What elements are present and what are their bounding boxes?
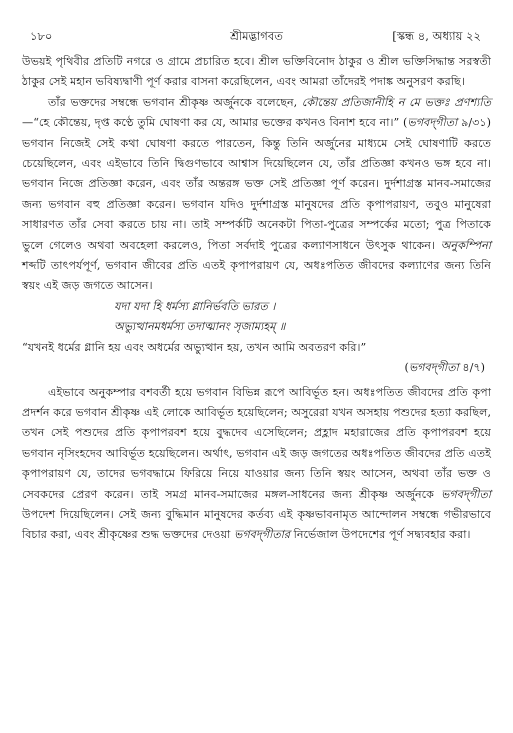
page-body bbox=[22, 52, 491, 546]
chapter-reference: [স্কন্ধ ৪, অধ্যায় ২২ bbox=[392, 29, 481, 43]
book-title: শ্রীমদ্ভাগবত bbox=[230, 29, 283, 43]
verse-line-2: অভ্যুত্থানমধর্মস্য তদাত্মানং সৃজাম্যহম্‌ ॥ bbox=[114, 320, 286, 334]
page-header bbox=[22, 28, 491, 46]
page-number: ১৮০ bbox=[30, 29, 53, 43]
verse-translation: “যখনই ধর্মের গ্লানি হয় এবং অধর্মের অভ্যুত্থান হয়, তখন আমি অবতরণ করি।” bbox=[22, 340, 367, 354]
paragraph-2: তাঁর ভক্তদের সম্বন্ধে ভগবান শ্রীকৃষ্ণ অর্জুনকে বলেছেন, কৌন্তেয় প্রতিজানীহি ন মে ভক্তঃ প্রণশ্যতি—“হে কৌন্তেয়, দৃপ্ত কণ্ঠে তুমি ঘোষণা কর যে, আমার ভক্তের কখনও বিনাশ হবে না।” (ভগবদ্‌গীতা ৯/৩১) ভগবান নিজেই সেই কথা ঘোষণা করতে পারতেন, কিন্তু তিনি অর্জুনের মাধ্যমে সেই ঘোষণাটি করতে চেয়েছিলেন, এবং এইভাবে তিনি দ্বিগুণভাবে আশ্বাস দিয়েছিলেন যে, তাঁর প্রতিজ্ঞা কখনও ভঙ্গ হবে না। ভগবান নিজে প্রতিজ্ঞা করেন, এবং তাঁর অন্তরঙ্গ ভক্ত সেই প্রতিজ্ঞা পূর্ণ করেন। দুর্দশাগ্রস্ত মানব-সমাজের জন্য ভগবান বহু প্রতিজ্ঞা করেন। ভগবান যদিও দুর্দশাগ্রস্ত মানুষদের প্রতি কৃপাপরায়ণ, তবুও মানুষেরা সাধারণত তাঁর সেবা করতে চায় না। তাই সম্পর্কটি অনেকটা পিতা-পুত্রের সম্পর্কের মতো; পুত্র পিতাকে ভুলে গেলেও অথবা অবহেলা করলেও, পিতা সর্বদাই পুত্রের কল্যাণসাধনে উৎসুক থাকেন। অনুকম্পিনা শব্দটি তাৎপর্যপূর্ণ, ভগবান জীবের প্রতি এতই কৃপাপরায়ণ যে, অধঃপতিত জীবদের কল্যাণের জন্য তিনি স্বয়ং এই জড় জগতে আসেন। bbox=[22, 95, 491, 293]
paragraph-1: উভয়ই পৃথিবীর প্রতিটি নগরে ও গ্রামে প্রচারিত হবে। শ্রীল ভক্তিবিনোদ ঠাকুর ও শ্রীল ভক্তিসিদ্ধান্ত সরস্বতী ঠাকুর সেই মহান ভবিষ্যদ্বাণী পূর্ণ করার বাসনা করেছিলেন, এবং আমরা তাঁদেরই পদাঙ্ক অনুসরণ করছি। bbox=[22, 55, 491, 89]
verse-source: (ভগবদ্‌গীতা ৪/৭) bbox=[404, 361, 485, 375]
verse-line-1: যদা যদা হি ধর্মস্য গ্লানির্ভবতি ভারত । bbox=[114, 299, 276, 313]
paragraph-3: এইভাবে অনুকম্পার বশবর্তী হয়ে ভগবান বিভিন্ন রূপে আবির্ভূত হন। অধঃপতিত জীবদের প্রতি কৃপা প্রদর্শন করে ভগবান শ্রীকৃষ্ণ এই লোকে আবির্ভূত হয়েছিলেন; অসুরেরা যখন অসহায় পশুদের হত্যা করছিল, তখন সেই পশুদের প্রতি কৃপাপরবশ হয়ে বুদ্ধদেব এসেছিলেন; প্রহ্লাদ মহারাজের প্রতি কৃপাপরবশ হয়ে ভগবান নৃসিংহদেব আবির্ভূত হয়েছিলেন। অর্থাৎ, ভগবান এই জড় জগতের অধঃপতিত জীবদের প্রতি এতই কৃপাপরায়ণ যে, তাদের ভগবদ্ধামে ফিরিয়ে নিয়ে যাওয়ার জন্য তিনি স্বয়ং আসেন, অথবা তাঁর ভক্ত ও সেবকদের প্রেরণ করেন। তাই সমগ্র মানব-সমাজের মঙ্গল-সাধনের জন্য শ্রীকৃষ্ণ অর্জুনকে ভগবদ্‌গীতা উপদেশ দিয়েছিলেন। সেই জন্য বুদ্ধিমান মানুষদের কর্তব্য এই কৃষ্ণভাবনামৃত আন্দোলন সম্বন্ধে গভীরভাবে বিচার করা, এবং শ্রীকৃষ্ণের শুদ্ধ ভক্তদের দেওয়া ভগবদ্‌গীতার নির্ভেজাল উপদেশের পূর্ণ সদ্ব্যবহার করা। bbox=[22, 385, 491, 542]
